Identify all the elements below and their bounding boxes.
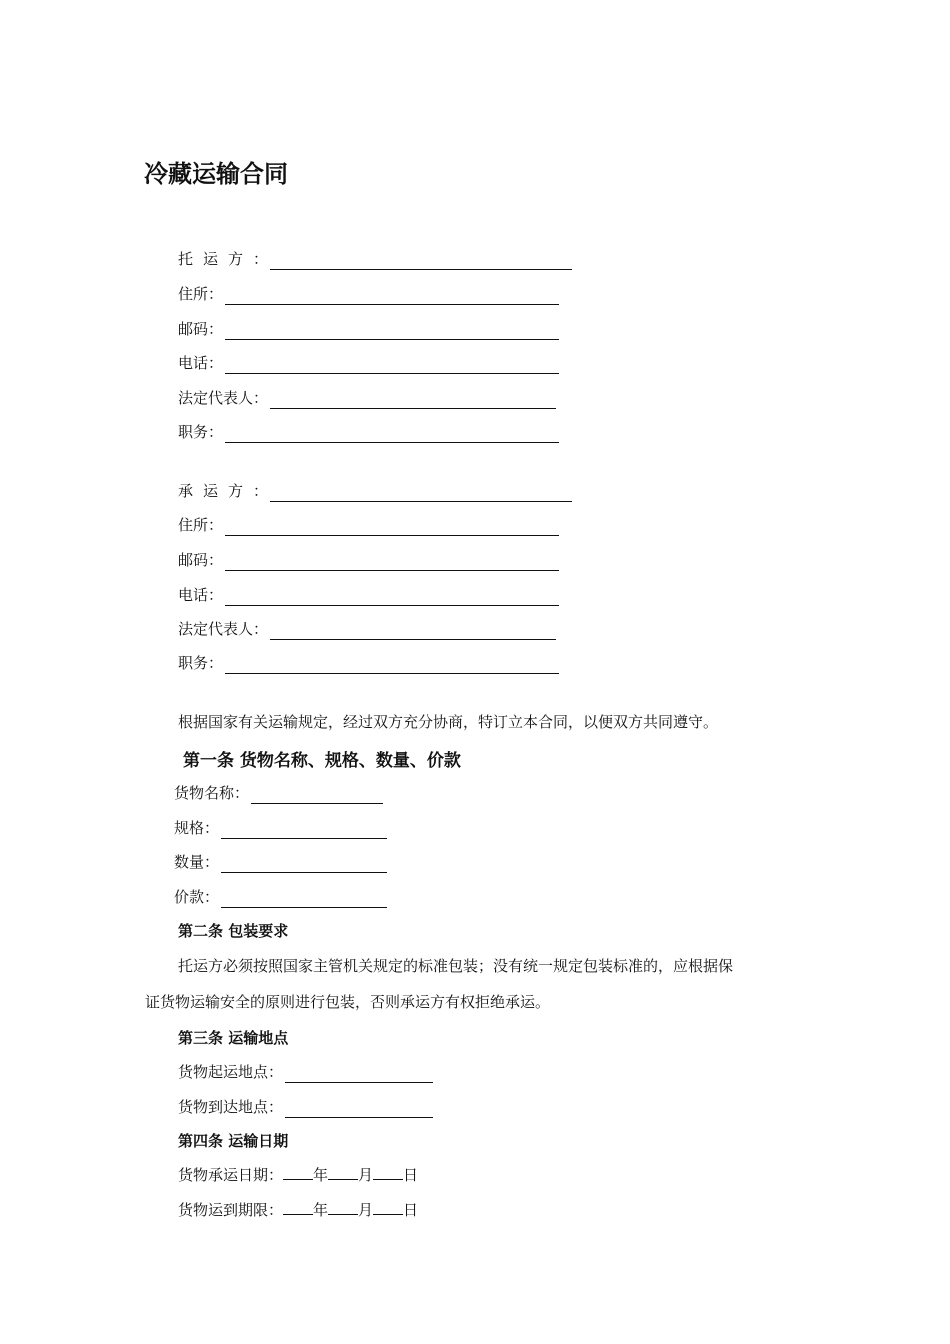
carrier-postcode-label: 邮码： xyxy=(178,551,224,569)
start-month-blank[interactable] xyxy=(328,1165,358,1180)
shipper-field[interactable] xyxy=(178,248,572,270)
shipper-legal-rep-blank[interactable] xyxy=(270,394,556,409)
carrier-field[interactable] xyxy=(178,480,572,502)
article1-heading: 第一条 货物名称、规格、数量、价款 xyxy=(183,751,461,771)
origin-blank[interactable] xyxy=(285,1068,433,1083)
shipper-blank[interactable] xyxy=(270,255,572,270)
carrier-position-field[interactable] xyxy=(178,652,559,674)
shipper-address-field[interactable] xyxy=(178,283,559,305)
goods-name-field[interactable] xyxy=(174,782,383,804)
article3-heading: 第三条 运输地点 xyxy=(178,1029,289,1047)
carrier-address-label: 住所： xyxy=(178,516,224,534)
carrier-blank[interactable] xyxy=(270,487,572,502)
origin-field[interactable] xyxy=(178,1061,433,1083)
shipper-address-label: 住所： xyxy=(178,285,224,303)
destination-label: 货物到达地点： xyxy=(178,1098,284,1116)
carrier-address-field[interactable] xyxy=(178,514,559,536)
start-month-unit: 月 xyxy=(358,1166,374,1184)
shipper-position-label: 职务： xyxy=(178,423,224,441)
shipper-phone-field[interactable] xyxy=(178,352,559,374)
start-year-unit: 年 xyxy=(313,1166,329,1184)
shipper-postcode-field[interactable] xyxy=(178,318,559,340)
start-date-field[interactable] xyxy=(178,1164,418,1186)
deadline-date-label: 货物运到期限： xyxy=(178,1201,284,1219)
start-date-label: 货物承运日期： xyxy=(178,1166,284,1184)
carrier-phone-field[interactable] xyxy=(178,584,559,606)
carrier-phone-label: 电话： xyxy=(178,586,224,604)
price-label: 价款： xyxy=(174,888,220,906)
carrier-address-blank[interactable] xyxy=(225,521,559,536)
shipper-label: 托运方： xyxy=(178,250,279,268)
intro-paragraph: 根据国家有关运输规定，经过双方充分协商，特订立本合同，以便双方共同遵守。 xyxy=(178,713,719,731)
spec-blank[interactable] xyxy=(221,824,387,839)
shipper-phone-blank[interactable] xyxy=(225,359,559,374)
destination-blank[interactable] xyxy=(285,1103,433,1118)
spec-label: 规格： xyxy=(174,819,220,837)
origin-label: 货物起运地点： xyxy=(178,1063,284,1081)
carrier-postcode-blank[interactable] xyxy=(225,556,559,571)
price-blank[interactable] xyxy=(221,893,387,908)
shipper-position-blank[interactable] xyxy=(225,428,559,443)
price-field[interactable] xyxy=(174,886,387,908)
carrier-legal-rep-blank[interactable] xyxy=(270,625,556,640)
goods-name-label: 货物名称： xyxy=(174,784,250,802)
carrier-position-label: 职务： xyxy=(178,654,224,672)
deadline-day-blank[interactable] xyxy=(373,1200,403,1215)
carrier-legal-rep-label: 法定代表人： xyxy=(178,620,269,638)
deadline-month-blank[interactable] xyxy=(328,1200,358,1215)
quantity-blank[interactable] xyxy=(221,858,387,873)
start-year-blank[interactable] xyxy=(283,1165,313,1180)
carrier-postcode-field[interactable] xyxy=(178,549,559,571)
spec-field[interactable] xyxy=(174,817,387,839)
goods-name-blank[interactable] xyxy=(251,789,383,804)
shipper-postcode-label: 邮码： xyxy=(178,320,224,338)
deadline-year-unit: 年 xyxy=(313,1201,329,1219)
deadline-day-unit: 日 xyxy=(403,1201,419,1219)
shipper-address-blank[interactable] xyxy=(225,290,559,305)
shipper-phone-label: 电话： xyxy=(178,354,224,372)
deadline-month-unit: 月 xyxy=(358,1201,374,1219)
article2-heading: 第二条 包装要求 xyxy=(178,922,289,940)
shipper-position-field[interactable] xyxy=(178,421,559,443)
deadline-date-field[interactable] xyxy=(178,1199,418,1221)
carrier-label: 承运方： xyxy=(178,482,279,500)
start-day-blank[interactable] xyxy=(373,1165,403,1180)
carrier-phone-blank[interactable] xyxy=(225,591,559,606)
destination-field[interactable] xyxy=(178,1096,433,1118)
deadline-year-blank[interactable] xyxy=(283,1200,313,1215)
shipper-legal-rep-label: 法定代表人： xyxy=(178,389,269,407)
shipper-postcode-blank[interactable] xyxy=(225,325,559,340)
page-title: 冷藏运输合同 xyxy=(144,160,288,188)
quantity-label: 数量： xyxy=(174,853,220,871)
quantity-field[interactable] xyxy=(174,851,387,873)
start-day-unit: 日 xyxy=(403,1166,419,1184)
carrier-legal-rep-field[interactable] xyxy=(178,618,556,640)
shipper-legal-rep-field[interactable] xyxy=(178,387,556,409)
article2-text-line2: 证货物运输安全的原则进行包装，否则承运方有权拒绝承运。 xyxy=(145,993,551,1011)
article4-heading: 第四条 运输日期 xyxy=(178,1132,289,1150)
carrier-position-blank[interactable] xyxy=(225,659,559,674)
article2-text-line1: 托运方必须按照国家主管机关规定的标准包装；没有统一规定包装标准的，应根据保 xyxy=(178,957,734,975)
